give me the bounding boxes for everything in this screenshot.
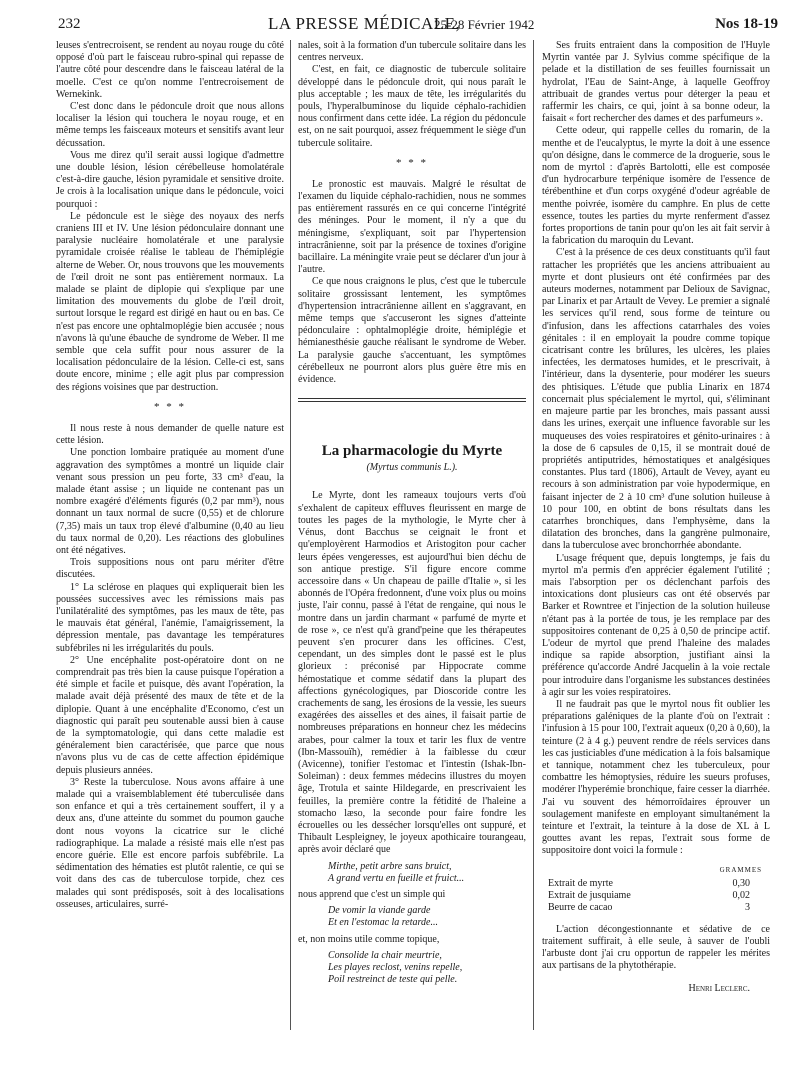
paragraph: Le Myrte, dont les rameaux toujours verts d'où s'exhalent de capiteux effluves fleurissent en marge de toutes les pages de la mythologie, le Myrte cher à Vénus, dont Bacchus se ceignait le front et qu'employèrent Harmodios et Aristogiton pour cacher leurs épées vengeresses, est aujourd'hui bien déchu de son antique prestige. S'il figure encore comme accessoire dans « Un chapeau de paille d'Italie », si les abonnés de l'Opéra fredonnent, d'une voix plus ou moins juste, l'air connu, passé à l'état de rengaine, qui nous le montre dans un jardin charmant « parfumé de myrte et de rose », ce n'est qu'à grand'peine que les thérapeutes peuvent s'en procurer dans les officines. C'est, cependant, un des simples dont le passé est le plus glorieux : préconisé par Hippocrate comme hémostatique et comme sédatif dans la plupart des affections gynécologiques, par Dioscoride contre les crachements de sang, les érosions de la vessie, les sueurs exagérées des aisselles et des aines, il faisait partie de nombreuses préparations en honneur chez les médecins arabes, pour calmer la toux et tarir les flux de ventre (Ibn-Massouïh), remédier à la faiblesse du cœur (Avicenne), tonifier l'estomac et l'intestin (Ishak-Ibn-Soleiman) : deux femmes médecins illustres du moyen âge, Trotula et sainte Hildegarde, en prescrivaient les feuilles, la première contre la fétidité de l'haleine a stomacho læso, la seconde pour faire fondre les écrouelles ou les dessécher lorsqu'elles ont suppuré, et Thibault Lespleigney, le joyeux apothicaire tourangeau, après avoir déclaré que — [298, 490, 526, 856]
column-3 — [542, 40, 770, 995]
formula-row — [548, 890, 770, 902]
verse-quote — [328, 905, 526, 929]
paragraph: Il nous reste à nous demander de quelle nature est cette lésion. — [56, 422, 284, 447]
section-stars: * * * — [396, 156, 428, 169]
formula-quantity: 3 — [745, 901, 750, 913]
verse-line: A grand vertu en fueille et fruict... — [328, 872, 465, 884]
paragraph: L'usage fréquent que, depuis longtemps, je fais du myrtol m'a permis d'en apprécier également l'utilité ; mais l'absorption per os déclenchant parfois des intoxications dont plusieurs cas ont été observés par Barker et Rowntree et l'injection de la solution huileuse n'étant pas à la portée de tous, je les remplace par des suppositoires contenant de 0,25 à 0,50 de principe actif. L'odeur de myrtol que prend l'haleine des malades indique sa rapide absorption, justifiant ainsi la préférence qu'accorde André Jacquelin à la voie rectale pour introduire dans l'organisme les substances destinées à agir sur les voies respiratoires. — [542, 552, 770, 698]
paragraph: C'est donc dans le pédoncule droit que nous allons localiser la lésion qui touchera le noyau rouge, et en même temps les faisceaux moteurs et sensitifs avant leur décussation. — [56, 101, 284, 149]
verse-line: Consolide la chair meurtrie, — [328, 949, 442, 961]
article-title: La pharmacologie du Myrte — [321, 443, 503, 460]
paragraph: Vous me direz qu'il serait aussi logique d'admettre une double lésion, lésion cérébelleuse homolatérale c'est-à-dire gauche, lésion pyramidale et sensitive droite. Je crois à la localisation unique dans le pédoncule, voici pourquoi : — [56, 149, 284, 210]
issue-number: Nos 18-19 — [715, 16, 778, 32]
formula-header: GRAMMES — [719, 865, 762, 874]
paragraph: et, non moins utile comme topique, — [298, 933, 440, 945]
paragraph: Trois suppositions nous ont paru mériter d'être discutées. — [56, 557, 284, 581]
verse-line: Poil restreinct de teste qui pelle. — [328, 974, 458, 986]
column-divider — [290, 40, 291, 1030]
paragraph: Il ne faudrait pas que le myrtol nous fit oublier les préparations galéniques de la plante d'où on l'extrait : l'infusion à 15 pour 100, l'extrait aqueux (0,20 à 0,60), la teinture (2 à 4 g.) peuvent rendre de réels services dans les cas justiciables d'une médication à la fois balsamique et tannique, notamment chez les tuberculeux, pour combattre les hémoptysies, réduire les sueurs profuses, modérer l'hyperémie bronchique, faire cesser la diarrhée. J'ai vu souvent des hémorroïdaires éprouver un soulagement manifeste en employant simultanément la teinture et l'extrait, la teinture à la dose de XL à L gouttes avant les repas, l'extrait sous forme de suppositoire dont voici la formule : — [542, 698, 770, 857]
verse-line: De vomir la viande garde — [328, 905, 431, 917]
paragraph: Ses fruits entraient dans la composition de l'Huyle Myrtin vantée par J. Sylvius comme spécifique de la pelade et la distillation de ses feuilles fournissait un hydrolat, l'Eau de Saint-Ange, à laquelle Geoffroy attribuait de grandes vertus pour déterger la peau et raffermir les chairs, ce qui, joint à sa bonne odeur, la faisait « fort rechercher des dames et des parfumeurs ». — [542, 40, 770, 125]
formula-ingredient: Extrait de jusquiame — [548, 889, 631, 901]
paragraph: Le pronostic est mauvais. Malgré le résultat de l'examen du liquide céphalo-rachidien, nous ne sommes pas entièrement rassurés en ce qui concerne l'intégrité des méninges. Pour le moment, il n'y a que du méningisme, s'expliquant, soit par l'hypertension intracrânienne, soit par la présence de toxines d'origine bacillaire. La méningite vraie peut se déclarer d'un jour à l'autre. — [298, 178, 526, 276]
paragraph: C'est, en fait, ce diagnostic de tubercule solitaire développé dans le pédoncule droit, qui nous paraît le plus acceptable ; les maux de tête, les irrégularités du pouls, l'hyperalbuminose du liquide céphalo-rachidien nous confirment dans cette idée. La région du pédoncule est, on ne sait pourquoi, assez fréquemment le siège d'un tubercule solitaire. — [298, 64, 526, 149]
paragraph: nales, soit à la formation d'un tubercule solitaire dans les centres nerveux. — [298, 40, 526, 64]
paragraph: Le pédoncule est le siège des noyaux des nerfs craniens III et IV. Une lésion pédonculaire donnant une paralysie nucléaire homolatérale et une paralysie pyramidale croisée réalise le tableau de l'hémiplégie alterne de Weber. Or, nous trouvons que les mouvements de l'œil droit ne sont pas entièrement normaux. La malade se plaint de diplopie qui s'explique par une limitation des mouvements du globe de l'œil droit, surtout lorsque le regard est dirigé en haut ou en bas. Ce n'est pas encore une ophtalmoplégie bien accusée ; nous n'avons là qu'une ébauche de syndrome de Weber. Il me semble que cela suffit pour nous assurer de la localisation pédonculaire de la lésion. Celle-ci est, sans doute encore, minime ; elle agit plus par compression des régions voisines que par destruction. — [56, 210, 284, 393]
issue-date: 25-28 Février 1942 — [434, 17, 535, 32]
verse-line: Mirthe, petit arbre sans bruict, — [328, 860, 452, 872]
paragraph: L'action décongestionnante et sédative de ce traitement suffirait, à elle seule, à sauver de l'oubli l'arbuste dont j'ai cru opportun de rappeler les mérites aux partisans de la phytothérapie. — [542, 923, 770, 972]
article-separator — [298, 398, 526, 402]
verse-line: Les playes reclost, venins repelle, — [328, 962, 463, 973]
paragraph: 3° Reste la tuberculose. Nous avons affaire à une malade qui a vraisemblablement été tuberculisée dans son enfance et qui a très certainement souffert, il y a deux ans, d'une atteinte du sommet du poumon gauche dont nous voyons la cicatrice sur le cliché radiographique. La malade a résisté mais elle n'est pas encore guérie. Elle est encore parfois subfébrile. La sédimentation des hématies est plutôt ralentie, ce qui se voit dans des cas de tuberculose torpide, chez ces malades qui sont prédisposés, soit à des localisations osseuses, articulaires, surré- — [56, 776, 284, 910]
column-divider — [533, 40, 534, 1030]
paragraph: Cette odeur, qui rappelle celles du romarin, de la menthe et de l'eucalyptus, le myrte la doit à une essence qu'on désigne, dans le commerce de la droguerie, sous le nom de myrtol : d'après Bartolotti, elle est composée d'un hydrocarbure terpénique isomère de l'essence de térébenthine et d'un corps oxygéné d'odeur agréable de menthe poivrée, isomère du camphre. En plus de cette essence, toutes les parties du myrte renferment d'assez fortes proportions de tanin pour qu'on les ait fait servir à la fabrication du maroquin du Levant. — [542, 125, 770, 247]
paragraph: Une ponction lombaire pratiquée au moment d'une aggravation des symptômes a montré un liquide clair venant sous pression un peu forte, 33 cm³ d'eau, la malade étant assise ; un liquide ne contenant pas un nombre exagéré d'éléments figurés (0,2 par mm³), nous donnant un taux normal de sucre (0,55) et de chlorure (7,35) mais un taux trop élevé d'albumine (0,40 au lieu du taux normal de 0,20). Les réactions des globulines ont été négatives. — [56, 447, 284, 556]
paragraph: Ce que nous craignons le plus, c'est que le tubercule solitaire grossissant lentement, les symptômes d'hypertension intracrânienne aillent en s'aggravant, en même temps que s'accuseront les signes d'atteinte pédonculaire : ophtalmoplégie droite, hémiplégie et hémianesthésie gauche réalisant le syndrome de Weber. La paralysie gauche s'accentuant, les symptômes cérébelleux ne pourront alors plus guère être mis en évidence. — [298, 276, 526, 386]
verse-quote — [328, 950, 526, 987]
article-subtitle: (Myrtus communis L.). — [366, 462, 458, 474]
paragraph: leuses s'entrecroisent, se rendent au noyau rouge du côté opposé d'où part le faisceau rubro-spinal qui repasse de l'autre côté pour descendre dans le faisceau latéral de la moelle. C'est ce qu'on nomme l'entrecroisement de Wernekink. — [56, 40, 284, 100]
column-2 — [298, 40, 526, 990]
paragraph: C'est à la présence de ces deux constituants qu'il faut rattacher les propriétés que les anciens attribuaient au myrte et dont plusieurs ont été confirmées par des auteurs modernes, notamment par Delioux de Savignac, par Linarix et par Artault de Vevey. Le premier a signalé les services qu'il rend, sous forme de teinture ou d'infusion, dans les affections catarrhales des voies génitales : il en employait la poudre comme topique cicatrisant contre les brûlures, les ulcères, les plaies infectées, les dermatoses humides, et le prescrivait, à l'intérieur, dans la dysenterie, pour modérer les sueurs des phtisiques. L'étude que publia Linarix en 1874 concernait plus spécialement le myrtol, qui, s'éliminant en majeure partie par les bronches, mais passant aussi dans les urines, exerçait une influence favorable sur les muqueuses des voies respiratoires et génito-urinaires : à la dose de 6 capsules de 0,15, il se montrait doué de propriétés antiputrides, hémostatiques et analgésiques constantes. Plus tard (1806), Artault de Vevey, ayant eu recours à son administration par voie hypodermique, en faisant injecter de 2 à 10 cm³ d'une solution huileuse à 10 pour 100, en obtint de bons résultats dans les catarrhes bronchiques, dans l'emphysème, dans la dilatation des bronches, dans la gangrène pulmonaire, dans la tuberculose avec bronchorrhée abondante. — [542, 247, 770, 552]
formula-row — [548, 878, 770, 890]
paragraph: 1° La sclérose en plaques qui expliquerait bien les poussées successives avec les rémissions mais pas l'unilatéralité des symptômes, pas les maux de tête, pas le mauvais état général, l'anémie, l'amaigrissement, la dépression mentale, pas davantage les températures subfébriles ni les irrégularités du pouls. — [56, 581, 284, 654]
formula-ingredient: Beurre de cacao — [548, 901, 613, 913]
formula-row — [548, 902, 770, 914]
paragraph: 2° Une encéphalite post-opératoire dont on ne comprendrait pas très bien la cause puisque l'opération a été simple et facile et puisque, dès avant l'opération, la malade avait déjà présenté des maux de tête et de la diplopie. Quant à une encéphalite d'Economo, c'est un diagnostic qui paraît peu soutenable aussi bien à cause de la symptomatologie, qui dans cette maladie est généralement bien caractérisée, que parce que nous n'avons plus vu de cas de cette affection épidémique depuis plusieurs années. — [56, 654, 284, 776]
author-signature: Henri Leclerc. — [688, 982, 750, 994]
verse-line: Et en l'estomac la retarde... — [328, 917, 438, 929]
formula-quantity: 0,30 — [732, 877, 750, 889]
page-header — [58, 14, 778, 38]
journal-title: LA PRESSE MÉDICALE, — [268, 14, 461, 33]
formula-ingredient: Extrait de myrte — [548, 877, 613, 889]
section-stars: * * * — [154, 400, 186, 413]
page-number: 232 — [58, 16, 81, 32]
formula-quantity: 0,02 — [732, 889, 750, 901]
verse-quote — [328, 861, 526, 885]
paragraph: nous apprend que c'est un simple qui — [298, 888, 446, 900]
column-1 — [56, 40, 284, 911]
